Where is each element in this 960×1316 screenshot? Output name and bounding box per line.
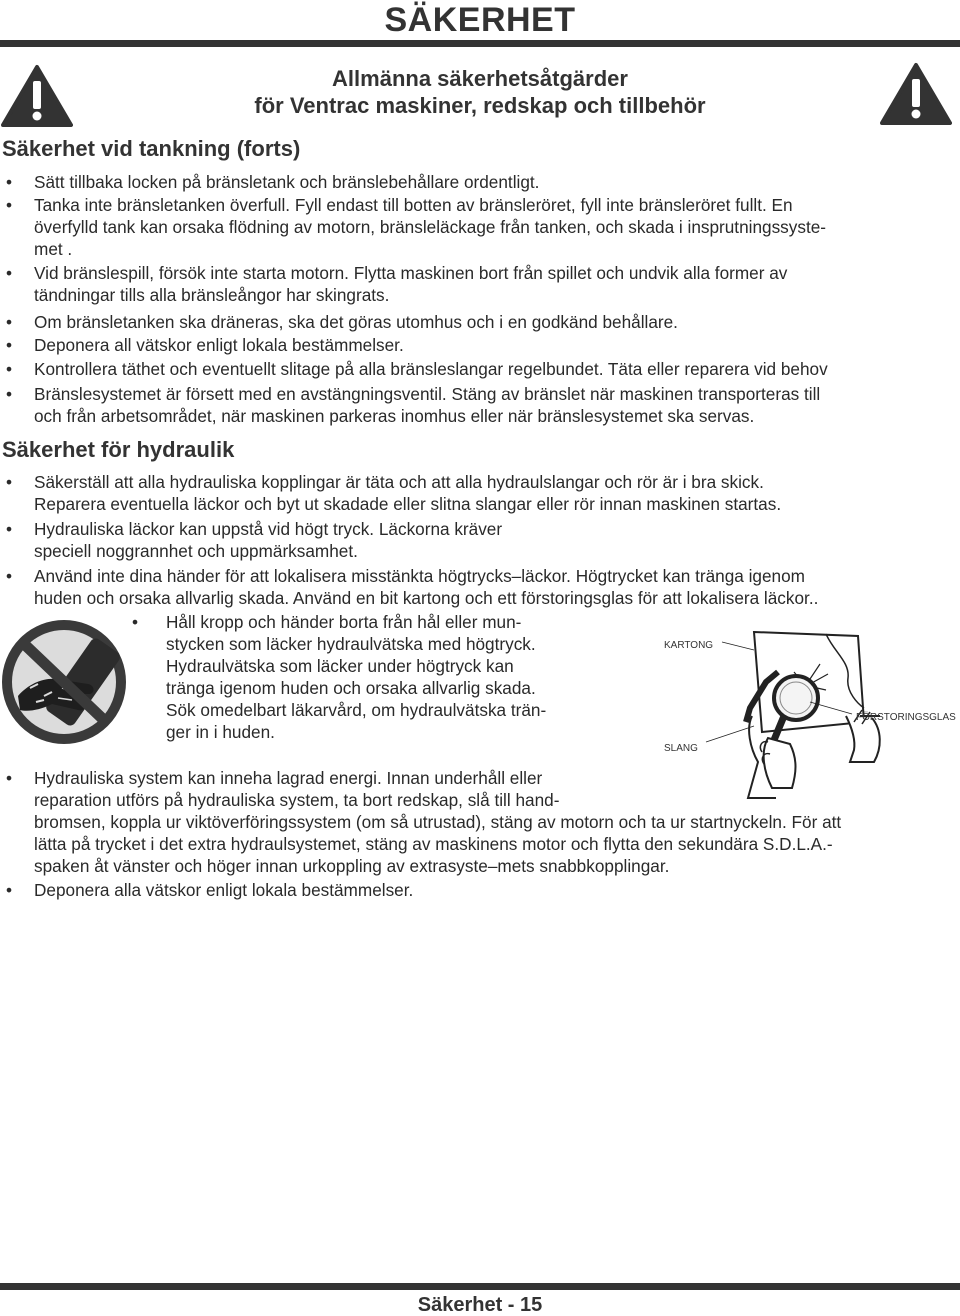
list-item: Håll kropp och händer borta från hål eller mun-	[166, 612, 522, 632]
bullet: •	[6, 172, 13, 192]
bullet: •	[6, 335, 13, 355]
section-heading-hydraulics: Säkerhet för hydraulik	[2, 437, 235, 462]
list-item: Tanka inte bränsletanken överfull. Fyll endast till botten av bränsleröret, fyll inte bränsleröret fullt. En	[34, 195, 793, 215]
list-item-cont: tändningar tills alla bränsleångor har skingrats.	[34, 285, 390, 305]
list-item: Hydrauliska system kan inneha lagrad energi. Innan underhåll eller	[34, 768, 543, 788]
main-heading-line1: Allmänna säkerhetsåtgärder	[332, 66, 628, 91]
list-item: Om bränsletanken ska dräneras, ska det göras utomhus och i en godkänd behållare.	[34, 312, 678, 332]
bullet: •	[132, 612, 139, 632]
list-item: Kontrollera täthet och eventuellt slitage på alla bränsleslangar regelbundet. Täta eller reparera vid behov	[34, 359, 828, 379]
list-item-cont: och från arbetsområdet, när maskinen parkeras inomhus eller när bränslesystemet ska servas.	[34, 406, 755, 426]
list-item-cont: speciell noggrannhet och uppmärksamhet.	[34, 541, 358, 561]
section-heading-fuel: Säkerhet vid tankning (forts)	[2, 136, 301, 161]
header-rule	[0, 40, 960, 47]
list-item: Hydrauliska läckor kan uppstå vid högt tryck. Läckorna kräver	[34, 519, 503, 539]
list-item-cont: ger in i huden.	[166, 722, 275, 742]
bullet: •	[6, 359, 13, 379]
bullet: •	[6, 195, 13, 215]
figure-label-kartong: KARTONG	[664, 640, 714, 651]
list-item: Säkerställ att alla hydrauliska kopplingar är täta och att alla hydraulslangar och rör är i bra skick.	[34, 472, 764, 492]
list-item-cont: met .	[34, 239, 73, 259]
list-item-cont: spaken åt vänster och höger innan urkoppling av extrasyste–mets snabbkopplingar.	[34, 856, 670, 876]
list-item: Använd inte dina händer för att lokalisera misstänkta högtrycks–läckor. Högtrycket kan tränga igenom	[34, 566, 805, 586]
bullet: •	[6, 384, 13, 404]
list-item-cont: stycken som läcker hydraulvätska med högtryck.	[166, 634, 536, 654]
list-item-cont: Reparera eventuella läckor och byt ut skadade eller slitna slangar eller rör innan maskinen startas.	[34, 494, 782, 514]
footer-rule	[0, 1283, 960, 1290]
list-item-cont: tränga igenom huden och orsaka allvarlig skada.	[166, 678, 536, 698]
figure-label-forstoringsglas: FÖRSTORINGSGLAS	[856, 712, 956, 723]
main-heading-line2: för Ventrac maskiner, redskap och tillbehör	[254, 93, 706, 118]
bullet: •	[6, 263, 13, 283]
list-item: Vid bränslespill, försök inte starta motorn. Flytta maskinen bort från spillet och undvik alla former av	[34, 263, 788, 283]
page-title: SÄKERHET	[384, 1, 576, 39]
bullet: •	[6, 566, 13, 586]
list-item: Sätt tillbaka locken på bränsletank och bränslebehållare ordentligt.	[34, 172, 540, 192]
bullet: •	[6, 768, 13, 788]
list-item-cont: överfylld tank kan orsaka flödning av motorn, bränsleläckage från tanken, och skada i insprutningssyste-	[34, 217, 827, 237]
bullet: •	[6, 880, 13, 900]
bullet: •	[6, 519, 13, 539]
warning-triangle-icon	[880, 62, 952, 126]
list-item-cont: reparation utförs på hydrauliska system, ta bort redskap, slå till hand-	[34, 790, 560, 810]
bullet: •	[6, 312, 13, 332]
list-item: Deponera alla vätskor enligt lokala bestämmelser.	[34, 880, 414, 900]
list-item: Bränslesystemet är försett med en avstängningsventil. Stäng av bränslet när maskinen transporteras till	[34, 384, 821, 404]
list-item-cont: huden och orsaka allvarlig skada. Använd en bit kartong och ett förstoringsglas för att lokalisera läckor..	[34, 588, 819, 608]
page-footer: Säkerhet - 15	[417, 1294, 543, 1316]
list-item: Deponera all vätskor enligt lokala bestämmelser.	[34, 335, 404, 355]
list-item-cont: Hydraulvätska som läcker under högtryck kan	[166, 656, 514, 676]
list-item-cont: Sök omedelbart läkarvård, om hydraulvätska trän-	[166, 700, 547, 720]
warning-triangle-icon	[1, 64, 73, 128]
figure-label-slang: SLANG	[664, 743, 698, 754]
list-item-cont: bromsen, koppla ur viktöverföringssystem (om så utrustad), stäng av motorn och ta ur startnyckeln. För att	[34, 812, 842, 832]
list-item-cont: lätta på trycket i det extra hydraulsystemet, stäng av maskinens motor och flytta den sekundära S.D.L.A.-	[34, 834, 833, 854]
no-hand-on-leak-icon	[0, 618, 128, 746]
bullet: •	[6, 472, 13, 492]
